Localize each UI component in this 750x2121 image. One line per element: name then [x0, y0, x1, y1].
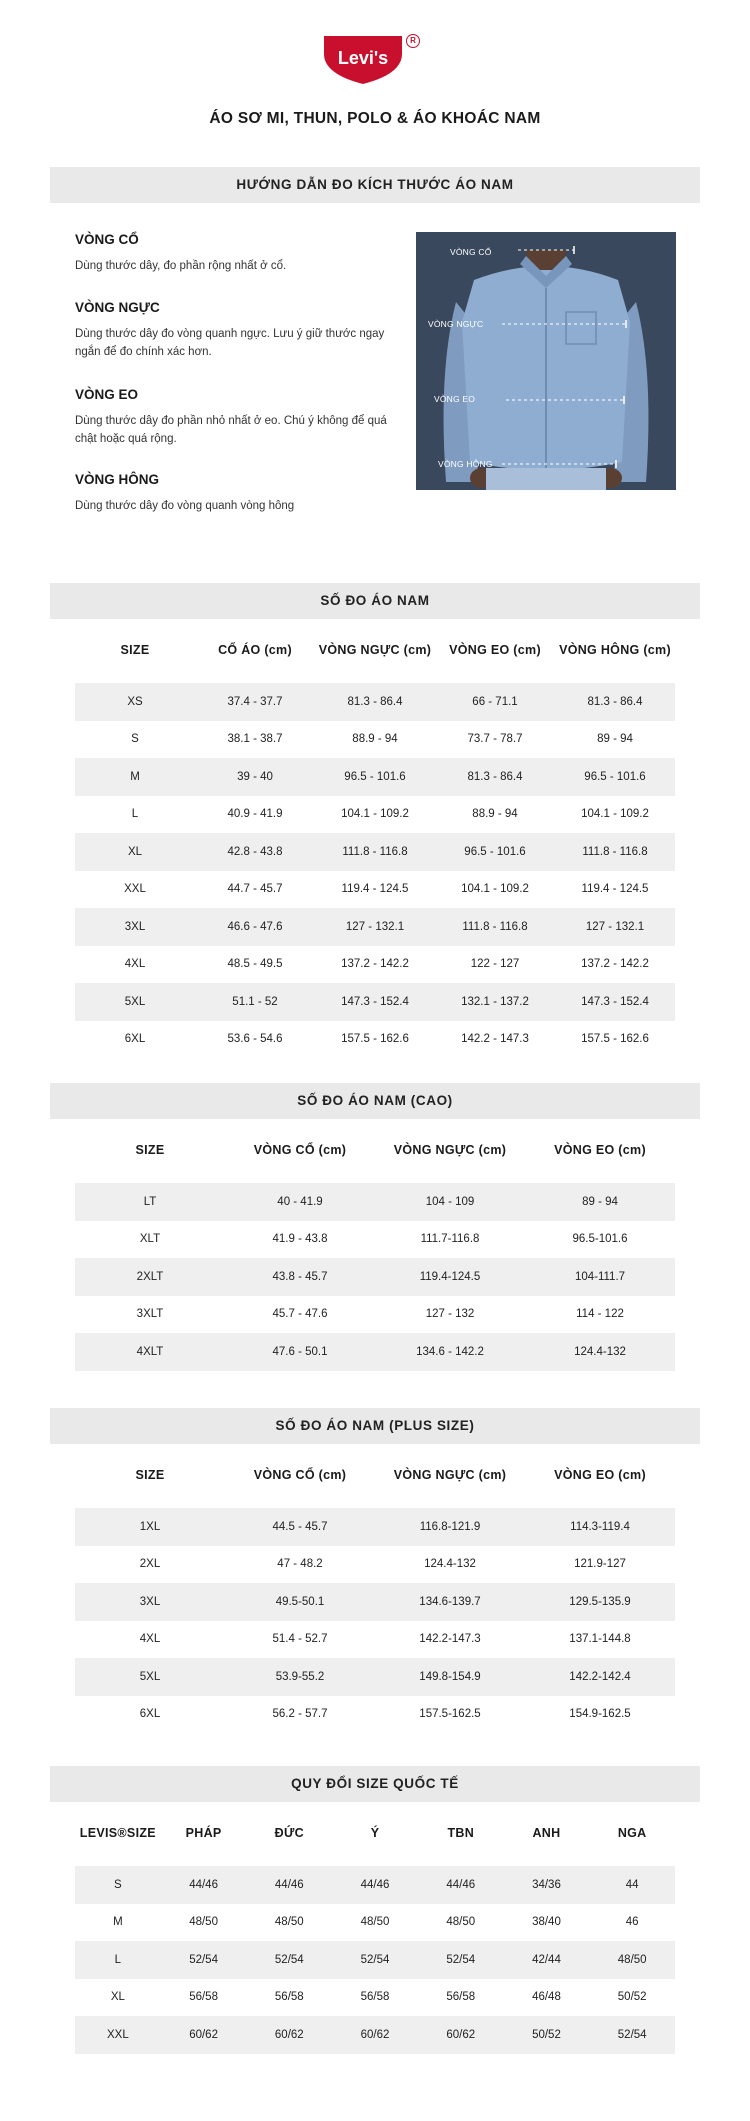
table-cell: 73.7 - 78.7 [467, 733, 523, 746]
table-row [75, 1979, 675, 2017]
table-row [75, 1583, 675, 1621]
table-cell: 142.2-147.3 [419, 1633, 481, 1646]
table-cell: S [114, 1878, 122, 1891]
table-cell: 43.8 - 45.7 [272, 1270, 328, 1283]
table-cell: 48/50 [617, 1953, 647, 1966]
table-cell: 89 - 94 [582, 1195, 618, 1208]
table-cell: 3XL [139, 1595, 161, 1608]
table-cell: 42.8 - 43.8 [227, 845, 283, 858]
header-spacer [75, 1167, 675, 1183]
table-cell: 5XL [139, 1670, 161, 1683]
column-header: LEVIS®SIZE [79, 1826, 156, 1840]
table-cell: 37.4 - 37.7 [227, 695, 283, 708]
table-cell: 147.3 - 152.4 [581, 995, 649, 1008]
table-cell: 137.2 - 142.2 [341, 958, 409, 971]
table-cell: XL [127, 845, 143, 858]
header-spacer [75, 1850, 675, 1866]
table-cell: 157.5 - 162.6 [581, 1033, 649, 1046]
guide-item-neck [75, 232, 395, 275]
table-cell: 49.5-50.1 [275, 1595, 325, 1608]
table-cell: M [113, 1916, 123, 1929]
table-cell: 147.3 - 152.4 [341, 995, 409, 1008]
table-row [75, 1904, 675, 1942]
table-cell: 5XL [124, 995, 146, 1008]
guide-item-desc: Dùng thước dây, đo phần rộng nhất ở cổ. [75, 260, 287, 272]
table-cell: 53.9-55.2 [275, 1670, 325, 1683]
guide-item-title: VÒNG HÔNG [75, 472, 160, 487]
table-cell: 121.9-127 [574, 1558, 626, 1571]
table-cell: 46/48 [532, 1991, 561, 2004]
table-cell: 149.8-154.9 [419, 1670, 481, 1683]
column-header: VÒNG EO (cm) [554, 1468, 646, 1482]
column-header: VÒNG CỔ (cm) [253, 1468, 347, 1482]
table-header-row [75, 633, 675, 667]
table-cell: L [131, 808, 139, 821]
table-cell: 4XL [124, 958, 146, 971]
table-cell: 104 - 109 [425, 1195, 475, 1208]
table-cell: S [131, 733, 139, 746]
table-cell: 88.9 - 94 [472, 808, 518, 821]
column-header: SIZE [135, 1468, 165, 1482]
table-row [75, 1183, 675, 1221]
table-cell: 4XLT [136, 1345, 164, 1358]
table-cell: LT [143, 1195, 157, 1208]
table-cell: 111.8 - 116.8 [582, 845, 648, 858]
column-header: ĐỨC [274, 1826, 304, 1840]
table-cell: 104.1 - 109.2 [461, 883, 529, 896]
table-cell: 60/62 [189, 2028, 218, 2041]
table-header-row [75, 1133, 675, 1167]
photo-label-chest: VÒNG NGỰC [428, 319, 484, 329]
guide-item-title: VÒNG CỔ [75, 232, 139, 247]
table-cell: 44 [625, 1878, 639, 1891]
table-cell: 44.7 - 45.7 [227, 883, 283, 896]
table-cell: 88.9 - 94 [352, 733, 398, 746]
table-cell: 114 - 122 [576, 1308, 624, 1321]
table-cell: 44/46 [446, 1878, 476, 1891]
column-header: PHÁP [185, 1826, 222, 1840]
table-cell: 104-111.7 [574, 1270, 626, 1283]
table-cell: 119.4 - 124.5 [341, 883, 409, 896]
table-cell: 127 - 132.1 [585, 920, 645, 933]
table-cell: 4XL [139, 1633, 161, 1646]
guide-item-desc: Dùng thước dây đo vòng quanh vòng hông [75, 500, 295, 512]
column-header: SIZE [135, 1143, 165, 1157]
column-header: VÒNG NGỰC (cm) [393, 1143, 507, 1157]
table-cell: 137.2 - 142.2 [581, 958, 649, 971]
table-row [75, 1296, 675, 1334]
table-cell: 48/50 [446, 1916, 476, 1929]
table-cell: 127 - 132 [425, 1308, 475, 1321]
table-cell: 50/52 [532, 2028, 561, 2041]
table-cell: 48/50 [189, 1916, 218, 1929]
table-cell: XL [110, 1991, 125, 2004]
size-table-tall [75, 1133, 675, 1371]
table-row [75, 1221, 675, 1259]
table-cell: 132.1 - 137.2 [461, 995, 529, 1008]
table-row [75, 833, 675, 871]
table-tall-heading: SỐ ĐO ÁO NAM (CAO) [50, 1083, 700, 1119]
table-cell: 38.1 - 38.7 [227, 733, 283, 746]
table-cell: 45.7 - 47.6 [272, 1308, 328, 1321]
table-cell: 44/46 [360, 1878, 390, 1891]
table-cell: 60/62 [446, 2028, 476, 2041]
table-cell: 96.5 - 101.6 [344, 770, 406, 783]
table-cell: 96.5 - 101.6 [584, 770, 646, 783]
table-cell: 96.5 - 101.6 [464, 845, 526, 858]
table-cell: 111.8 - 116.8 [462, 920, 528, 933]
table-cell: 157.5 - 162.6 [341, 1033, 409, 1046]
table-cell: XS [127, 695, 143, 708]
table-cell: M [130, 770, 140, 783]
table-cell: 52/54 [446, 1953, 476, 1966]
column-header: ANH [532, 1826, 561, 1840]
table-cell: 81.3 - 86.4 [587, 695, 643, 708]
table-cell: 56/58 [274, 1991, 304, 2004]
table-cell: 48.5 - 49.5 [227, 958, 283, 971]
table-row [75, 1941, 675, 1979]
column-header: Ý [370, 1826, 380, 1840]
measurement-photo [416, 232, 676, 490]
column-header: VÒNG EO (cm) [554, 1143, 646, 1157]
table-cell: 34/36 [532, 1878, 561, 1891]
table-cell: L [114, 1953, 122, 1966]
table-cell: 1XL [139, 1520, 161, 1533]
table-cell: 111.8 - 116.8 [342, 845, 408, 858]
table-cell: XXL [124, 883, 146, 896]
table-row [75, 1546, 675, 1584]
logo-text: Levi's [337, 48, 389, 68]
guide-item-chest [75, 300, 395, 361]
guide-item-desc: Dùng thước dây đo vòng quanh ngực. Lưu ý giữ thước ngay ngắn để đo chính xác hơn. [75, 328, 385, 358]
guide-item-desc: Dùng thước dây đo phần nhỏ nhất ở eo. Chú ý không để quá chật hoặc quá rộng. [75, 415, 387, 445]
table-row [75, 1258, 675, 1296]
table-cell: 142.2-142.4 [569, 1670, 631, 1683]
table-cell: 104.1 - 109.2 [581, 808, 649, 821]
table-cell: 46.6 - 47.6 [227, 920, 283, 933]
table-cell: 124.4-132 [574, 1345, 626, 1358]
table-plus-heading: SỐ ĐO ÁO NAM (PLUS SIZE) [50, 1408, 700, 1444]
table-row [75, 2016, 675, 2054]
table-cell: 47.6 - 50.1 [272, 1345, 328, 1358]
table-cell: 48/50 [274, 1916, 304, 1929]
table-cell: 52/54 [360, 1953, 390, 1966]
size-table-plus [75, 1458, 675, 1733]
table-cell: 40 - 41.9 [277, 1195, 323, 1208]
table-row [75, 758, 675, 796]
table-row [75, 1333, 675, 1371]
table-cell: 119.4-124.5 [419, 1270, 481, 1283]
table-cell: 81.3 - 86.4 [347, 695, 403, 708]
column-header: VÒNG EO (cm) [449, 643, 541, 657]
header-spacer [75, 667, 675, 683]
table-row [75, 1508, 675, 1546]
table-cell: 104.1 - 109.2 [341, 808, 409, 821]
table-cell: 6XL [139, 1708, 161, 1721]
table-row [75, 1621, 675, 1659]
table-cell: 41.9 - 43.8 [272, 1233, 328, 1246]
table-cell: 2XL [139, 1558, 161, 1571]
table-row [75, 946, 675, 984]
photo-label-neck: VÒNG CỔ [450, 247, 492, 257]
table-cell: 96.5-101.6 [572, 1233, 628, 1246]
table-cell: 81.3 - 86.4 [467, 770, 523, 783]
table-cell: 52/54 [617, 2028, 647, 2041]
table-cell: 56/58 [446, 1991, 476, 2004]
table-cell: 53.6 - 54.6 [227, 1033, 283, 1046]
table-cell: 52/54 [274, 1953, 304, 1966]
guide-item-title: VÒNG NGỰC [75, 300, 160, 315]
table-cell: 47 - 48.2 [277, 1558, 323, 1571]
table-cell: 154.9-162.5 [569, 1708, 631, 1721]
table-row [75, 983, 675, 1021]
table-row [75, 1696, 675, 1734]
table-cell: 2XLT [136, 1270, 164, 1283]
table-row [75, 908, 675, 946]
table-cell: 44/46 [274, 1878, 304, 1891]
table-cell: 157.5-162.5 [419, 1708, 481, 1721]
table-cell: 124.4-132 [424, 1558, 476, 1571]
photo-label-waist: VÒNG EO [434, 394, 476, 404]
table-row [75, 1021, 675, 1059]
table-cell: 114.3-119.4 [570, 1520, 630, 1533]
column-header: TBN [447, 1826, 475, 1840]
table-cell: 119.4 - 124.5 [581, 883, 649, 896]
table-cell: 46 [625, 1916, 639, 1929]
table-cell: 44/46 [189, 1878, 218, 1891]
table-cell: 89 - 94 [597, 733, 633, 746]
column-header: VÒNG CỔ (cm) [253, 1143, 347, 1157]
table-cell: 44.5 - 45.7 [272, 1520, 328, 1533]
table-cell: 42/44 [532, 1953, 561, 1966]
table-cell: XXL [106, 2028, 129, 2041]
table-cell: 51.4 - 52.7 [272, 1633, 328, 1646]
table-cell: 51.1 - 52 [232, 995, 278, 1008]
header-spacer [75, 1492, 675, 1508]
table-cell: 142.2 - 147.3 [461, 1033, 529, 1046]
photo-label-hip: VÒNG HÔNG [438, 459, 493, 469]
table-cell: 60/62 [274, 2028, 304, 2041]
column-header: CỔ ÁO (cm) [218, 643, 292, 657]
table-cell: 6XL [124, 1033, 146, 1046]
table-cell: 137.1-144.8 [569, 1633, 631, 1646]
table-cell: 111.7-116.8 [420, 1233, 480, 1246]
table-row [75, 721, 675, 759]
registered-mark: R [406, 34, 420, 48]
table-cell: 60/62 [360, 2028, 390, 2041]
table-cell: 3XL [124, 920, 146, 933]
table-row [75, 1658, 675, 1696]
table-cell: 48/50 [360, 1916, 390, 1929]
table-cell: 56/58 [189, 1991, 218, 2004]
table-cell: 39 - 40 [237, 770, 273, 783]
column-header: VÒNG NGỰC (cm) [393, 1468, 507, 1482]
table-row [75, 871, 675, 909]
table-cell: 56.2 - 57.7 [272, 1708, 328, 1721]
size-table-main [75, 633, 675, 1058]
table-cell: 134.6 - 142.2 [416, 1345, 484, 1358]
table-cell: 116.8-121.9 [419, 1520, 481, 1533]
table-main-heading: SỐ ĐO ÁO NAM [50, 583, 700, 619]
table-cell: 127 - 132.1 [345, 920, 405, 933]
table-cell: 40.9 - 41.9 [227, 808, 283, 821]
guide-item-hip [75, 472, 395, 515]
table-header-row [75, 1816, 675, 1850]
guide-item-title: VÒNG EO [75, 387, 139, 402]
size-table-intl [75, 1816, 675, 2054]
column-header: VÒNG NGỰC (cm) [318, 643, 432, 657]
guide-heading: HƯỚNG DẪN ĐO KÍCH THƯỚC ÁO NAM [50, 167, 700, 203]
table-row [75, 683, 675, 721]
table-cell: 66 - 71.1 [472, 695, 518, 708]
table-cell: 129.5-135.9 [569, 1595, 631, 1608]
table-cell: 52/54 [189, 1953, 218, 1966]
table-cell: 38/40 [532, 1916, 561, 1929]
table-header-row [75, 1458, 675, 1492]
column-header: VÒNG HÔNG (cm) [559, 643, 671, 657]
table-cell: 134.6-139.7 [419, 1595, 481, 1608]
page-title: ÁO SƠ MI, THUN, POLO & ÁO KHOÁC NAM [209, 110, 541, 127]
table-cell: 3XLT [136, 1308, 164, 1321]
table-cell: 56/58 [360, 1991, 390, 2004]
column-header: SIZE [120, 643, 150, 657]
table-row [75, 796, 675, 834]
table-cell: 122 - 127 [470, 958, 520, 971]
guide-item-waist [75, 387, 395, 448]
column-header: NGA [617, 1826, 647, 1840]
table-row [75, 1866, 675, 1904]
table-cell: XLT [139, 1233, 161, 1246]
table-intl-heading: QUY ĐỔI SIZE QUỐC TẾ [50, 1766, 700, 1802]
table-cell: 50/52 [617, 1991, 647, 2004]
